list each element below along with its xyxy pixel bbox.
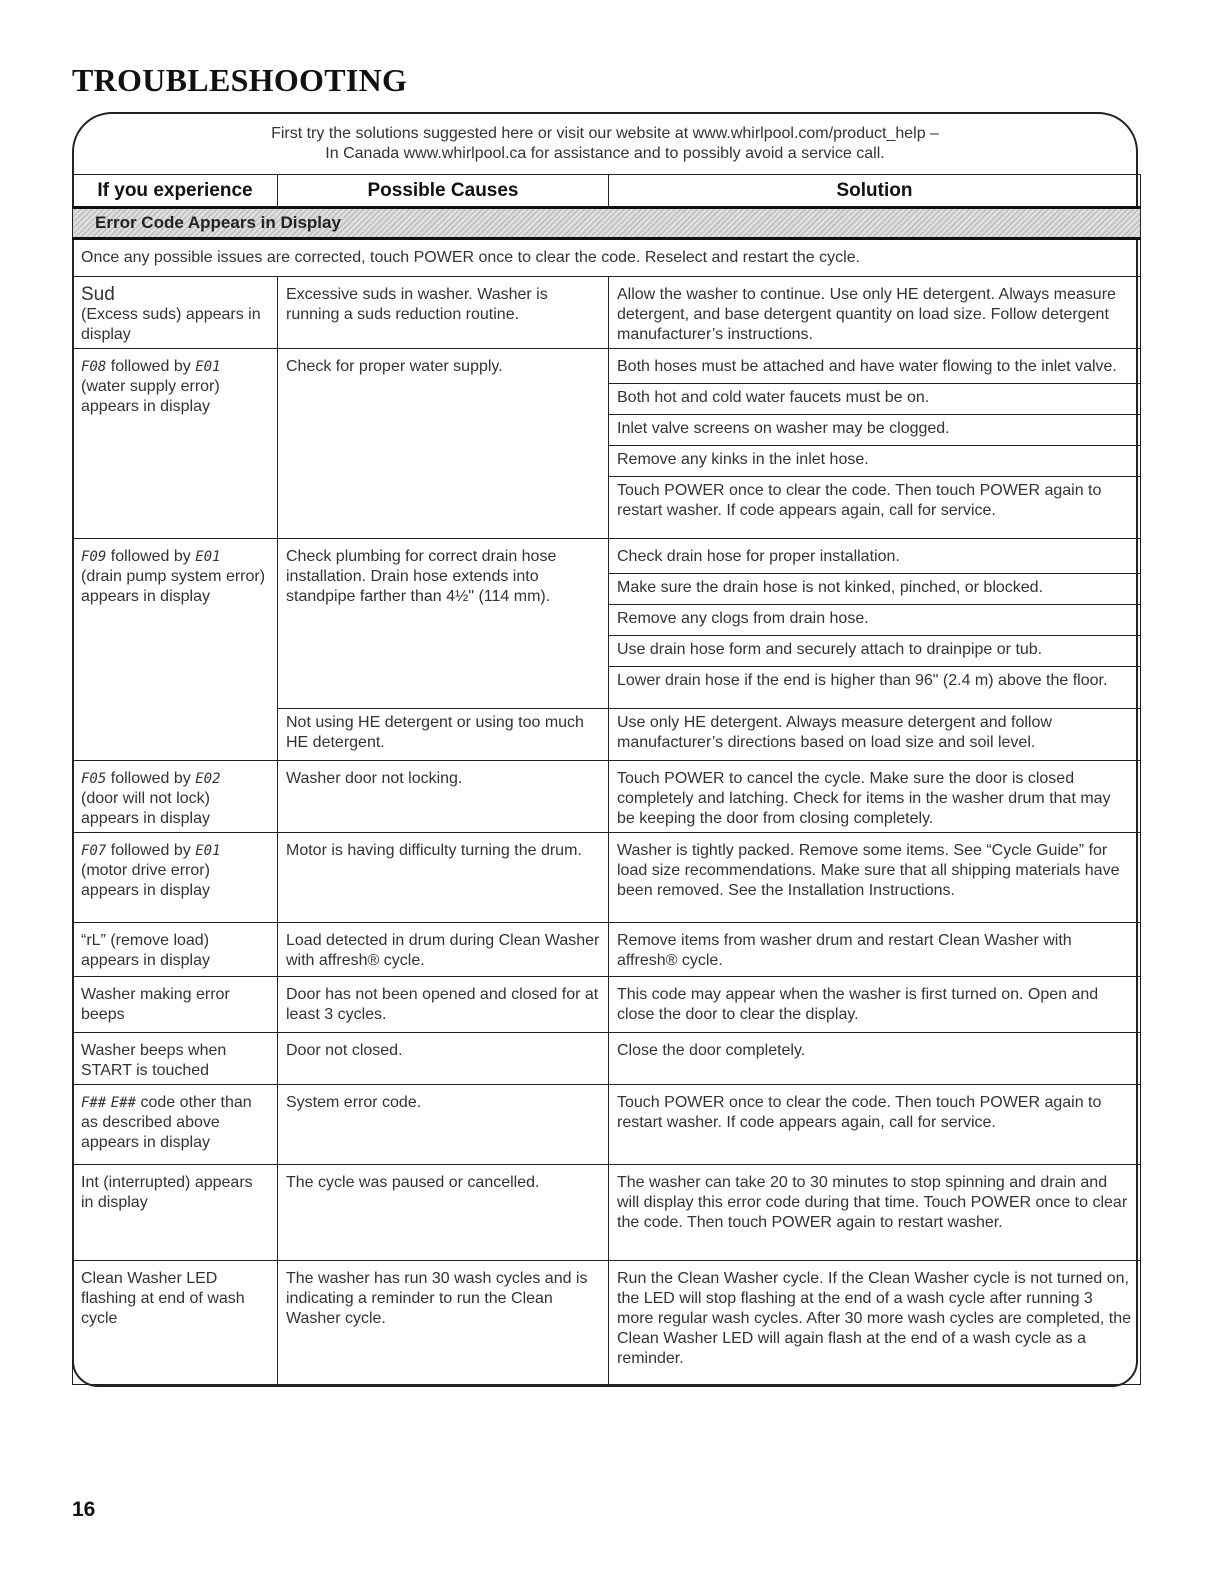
symptom-label: Sud (81, 284, 115, 305)
solution-item: Touch POWER once to clear the code. Then touch POWER again to restart washer. If code appears again, call for service. (617, 482, 1102, 519)
table-row (73, 539, 1141, 709)
experience-cell: Int (interrupted) appears in display (73, 1165, 278, 1261)
solution-cell: Use only HE detergent. Always measure detergent and follow manufacturer’s directions based on load size and soil level. (609, 709, 1141, 761)
solution-cell: Close the door completely. (609, 1033, 1141, 1085)
followed-by: followed by (106, 770, 196, 787)
error-code-2: E01 (195, 359, 221, 375)
cause-cell: Washer door not locking. (278, 761, 609, 833)
solution-item: Both hot and cold water faucets must be on. (609, 384, 1140, 415)
table-row (73, 349, 1141, 539)
error-code-2: E01 (195, 843, 221, 859)
experience-cell (73, 349, 278, 539)
header-causes: Possible Causes (278, 175, 609, 208)
solution-item: Remove any clogs from drain hose. (609, 605, 1140, 636)
symptom-label (81, 357, 269, 377)
intro-line-1: First try the solutions suggested here or visit our website at www.whirlpool.com/product_help – (271, 125, 939, 142)
page-title: TROUBLESHOOTING (72, 62, 408, 98)
solution-cell: Run the Clean Washer cycle. If the Clean Washer cycle is not turned on, the LED will stop flashing at the end of a wash cycle after running 3 more regular wash cycles. After 30 more wash cycles are completed, the Clean Washer LED will again flash at the end of a wash cycle as a reminder. (609, 1261, 1141, 1385)
table-row (73, 1261, 1141, 1385)
solution-item: Lower drain hose if the end is higher than 96" (2.4 m) above the floor. (617, 672, 1108, 689)
symptom-desc: (motor drive error) appears in display (81, 862, 210, 899)
experience-cell: “rL” (remove load) appears in display (73, 923, 278, 977)
error-code-2: E01 (195, 549, 221, 565)
experience-cell: Washer beeps when START is touched (73, 1033, 278, 1085)
experience-cell (73, 833, 278, 923)
section-note-row (73, 239, 1141, 277)
troubleshooting-table (72, 174, 1141, 1385)
table-row (73, 977, 1141, 1033)
solution-item: Remove any kinks in the inlet hose. (609, 446, 1140, 477)
experience-cell (73, 277, 278, 349)
cause-cell: Excessive suds in washer. Washer is running a suds reduction routine. (278, 277, 609, 349)
symptom-desc: code other than as described above appears in display (81, 1094, 252, 1151)
table-row (73, 277, 1141, 349)
cause-cell: The cycle was paused or cancelled. (278, 1165, 609, 1261)
cause-cell: Not using HE detergent or using too much HE detergent. (278, 709, 609, 761)
cause-cell: Motor is having difficulty turning the drum. (278, 833, 609, 923)
table-row (73, 761, 1141, 833)
symptom-label (81, 769, 269, 789)
solution-item: Both hoses must be attached and have water flowing to the inlet valve. (609, 349, 1140, 384)
experience-cell: Washer making error beeps (73, 977, 278, 1033)
section-title: Error Code Appears in Display (73, 208, 1141, 239)
cause-cell: Check for proper water supply. (278, 349, 609, 539)
solution-cell (609, 539, 1141, 709)
cause-cell: Load detected in drum during Clean Washer with affresh® cycle. (278, 923, 609, 977)
cause-cell: Door has not been opened and closed for at least 3 cycles. (278, 977, 609, 1033)
header-experience: If you experience (73, 175, 278, 208)
symptom-desc: (drain pump system error) appears in display (81, 568, 266, 605)
solution-cell: Touch POWER once to clear the code. Then touch POWER again to restart washer. If code appears again, call for service. (609, 1085, 1141, 1165)
experience-cell (73, 539, 278, 761)
error-code: F08 (81, 359, 107, 375)
intro-text (72, 124, 1138, 164)
symptom-desc: (water supply error) appears in display (81, 378, 220, 415)
experience-cell (73, 761, 278, 833)
cause-cell: Door not closed. (278, 1033, 609, 1085)
symptom-label (81, 547, 269, 567)
cause-cell: Check plumbing for correct drain hose installation. Drain hose extends into standpipe farther than 4½" (114 mm). (278, 539, 609, 709)
error-code: F07 (81, 843, 107, 859)
table-row (73, 1085, 1141, 1165)
error-code: F09 (81, 549, 107, 565)
page-number: 16 (72, 1498, 96, 1521)
table-row (73, 833, 1141, 923)
error-code-2: E02 (195, 771, 221, 787)
solution-cell: This code may appear when the washer is first turned on. Open and close the door to clear the display. (609, 977, 1141, 1033)
solution-item: Make sure the drain hose is not kinked, pinched, or blocked. (609, 574, 1140, 605)
error-code: F05 (81, 771, 107, 787)
solution-item: Check drain hose for proper installation. (609, 539, 1140, 574)
cause-cell: The washer has run 30 wash cycles and is indicating a reminder to run the Clean Washer cycle. (278, 1261, 609, 1385)
table-row (73, 1033, 1141, 1085)
solution-cell: Allow the washer to continue. Use only HE detergent. Always measure detergent, and base detergent quantity on load size. Follow detergent manufacturer’s instructions. (609, 277, 1141, 349)
followed-by: followed by (106, 548, 196, 565)
header-solution: Solution (609, 175, 1141, 208)
solution-item: Inlet valve screens on washer may be clogged. (609, 415, 1140, 446)
solution-cell: Touch POWER to cancel the cycle. Make sure the door is closed completely and latching. Check for items in the washer drum that may be keeping the door from closing completely. (609, 761, 1141, 833)
cause-cell: System error code. (278, 1085, 609, 1165)
intro-line-2: In Canada www.whirlpool.ca for assistance and to possibly avoid a service call. (325, 145, 885, 162)
solution-cell: Remove items from washer drum and restart Clean Washer with affresh® cycle. (609, 923, 1141, 977)
followed-by: followed by (106, 842, 196, 859)
section-note: Once any possible issues are corrected, touch POWER once to clear the code. Reselect and restart the cycle. (73, 239, 1141, 277)
solution-cell: Washer is tightly packed. Remove some items. See “Cycle Guide” for load size recommendations. Make sure that all shipping materials have been removed. See the Installation Instructions. (609, 833, 1141, 923)
section-row (73, 208, 1141, 239)
solution-cell (609, 349, 1141, 539)
symptom-desc: (Excess suds) appears in display (81, 306, 261, 343)
table-header-row (73, 175, 1141, 208)
experience-cell (73, 1085, 278, 1165)
error-code: F## (81, 1095, 107, 1111)
table-row (73, 923, 1141, 977)
solution-cell: The washer can take 20 to 30 minutes to stop spinning and drain and will display this error code during that time. Touch POWER once to clear the code. Then touch POWER again to restart washer. (609, 1165, 1141, 1261)
error-code-2: E## (110, 1095, 137, 1111)
table-row (73, 1165, 1141, 1261)
experience-cell: Clean Washer LED flashing at end of wash cycle (73, 1261, 278, 1385)
solution-item: Use drain hose form and securely attach to drainpipe or tub. (609, 636, 1140, 667)
symptom-label (81, 841, 269, 861)
followed-by: followed by (106, 358, 196, 375)
symptom-desc: (door will not lock) appears in display (81, 790, 210, 827)
